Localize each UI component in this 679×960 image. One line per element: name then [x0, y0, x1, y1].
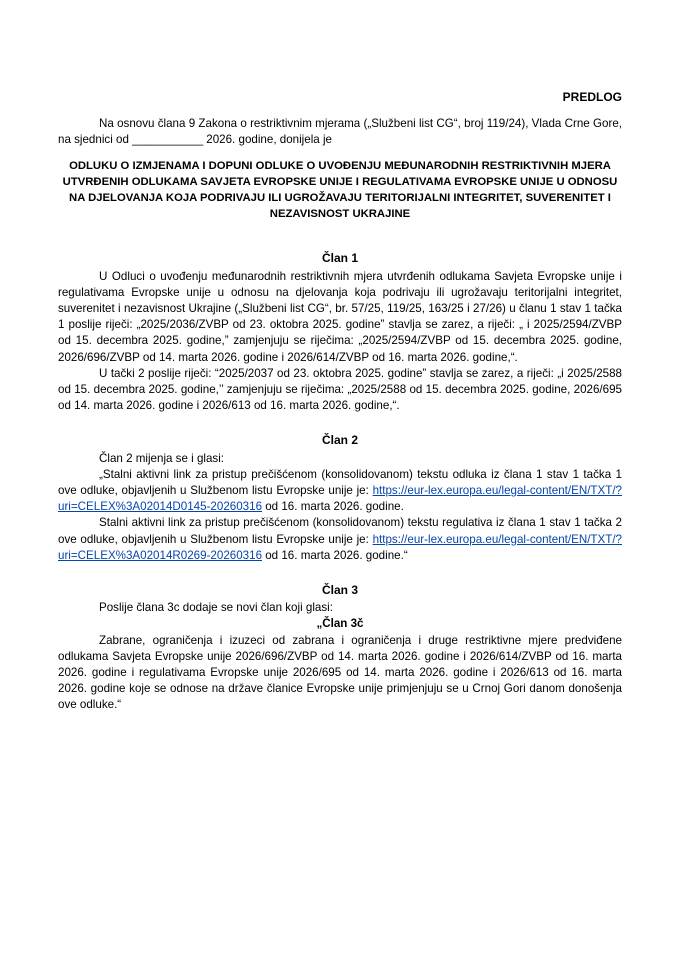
clan-3-paragraph: Zabrane, ograničenja i izuzeci od zabrana i ograničenja i druge restriktivne mjere predviđene odlukama Savjeta Evropske unije 2026/696/ZVBP od 14. marta 2026. godine i 2026/614/ZVBP od 16. marta 2026. godine i regulativama Evropske unije 2026/695 od 14. marta 2026. godine i 2026/613 od 16. marta 2026. godine koje se odnose na države članice Evropske unije primjenjuju se u Crnoj Gori danom donošenja ove odluke.“: [58, 633, 622, 712]
clan-3c-heading: „Član 3č: [316, 617, 364, 631]
clan-2-p1-tail: od 16. marta 2026. godine.: [262, 500, 404, 514]
clan-2-paragraph-2: [58, 515, 622, 564]
clan-1-paragraph-2: U tački 2 poslije riječi: “2025/2037 od 23. oktobra 2025. godine” stavlja se zarez, a riječi: „i 2025/2588 od 15. decembra 2025. godine,’’ zamjenjuju se riječima: „2025/2588 od 15. decembra 2025. godine, 2026/695 od 14. marta 2026. godine i 2026/613 od 16. marta 2026. godine,“.: [58, 366, 622, 413]
clan-3-heading: Član 3: [321, 583, 358, 598]
clan-2-intro: Član 2 mijenja se i glasi:: [99, 451, 225, 465]
clan-2-p2-tail: od 16. marta 2026. godine.“: [262, 548, 408, 562]
clan-1-paragraph-1: U Odluci o uvođenju međunarodnih restriktivnih mjera utvrđenih odlukama Savjeta Evropske unije i regulativama Evropske unije u odnosu na djelovanja koja podrivaju ili ugrožavaju teritorijalni integritet, suverenitet i nezavisnost Ukrajine („Službeni list CG“, br. 57/25, 119/25, 163/25 i 27/26) u članu 1 stav 1 tačka 1 poslije riječi: „2025/2036/ZVBP od 23. oktobra 2025. godine” stavlja se zarez, a riječi: „ i 2025/2594/ZVBP od 15. decembra 2025. godine,” zamjenjuju se riječima: „2025/2594/ZVBP od 15. decembra 2025. godine, 2026/696/ZVBP od 14. marta 2026. godine i 2026/614/ZVBP od 16. marta 2026. godine,“.: [58, 269, 622, 364]
eur-lex-regulation-link[interactable]: https://eur-lex.europa.eu/legal-content/EN/TXT/?uri=CELEX%3A02014R0269-20260316: [58, 532, 622, 562]
clan-1-heading: Član 1: [321, 251, 358, 266]
eur-lex-decision-link[interactable]: https://eur-lex.europa.eu/legal-content/EN/TXT/?uri=CELEX%3A02014D0145-20260316: [58, 484, 622, 514]
document-body: [58, 116, 622, 714]
clan-2-heading: Član 2: [321, 433, 358, 448]
clan-3-intro: Poslije člana 3c dodaje se novi član koji glasi:: [99, 601, 333, 615]
preamble: Na osnovu člana 9 Zakona o restriktivnim mjerama („Službeni list CG“, broj 119/24), Vlada Crne Gore, na sjednici od ___________ 2026. godine, donijela je: [58, 117, 622, 147]
clan-2-paragraph-1: [58, 467, 622, 516]
predlog-label: PREDLOG: [562, 90, 622, 104]
clan-2-p1-text: „Stalni aktivni link za pristup prečišćenom (konsolidovanom) tekstu odluka iz člana 1 stav 1 tačka 1 ove odluke, objavljenih u Službenom listu Evropske unije je:: [58, 467, 622, 498]
document-title: ODLUKU O IZMJENAMA I DOPUNI ODLUKE O UVOĐENJU MEĐUNARODNIH RESTRIKTIVNIH MJERA UTVRĐENIH ODLUKAMA SAVJETA EVROPSKE UNIJE I REGULATIVAMA EVROPSKE UNIJE U ODNOSU NA DJELOVANJA KOJA PODRIVAJU ILI UGROŽAVAJU TERITORIJALNI INTEGRITET, SUVERENITET I NEZAVISNOST UKRAJINE: [62, 160, 618, 221]
clan-2-p2-text: Stalni aktivni link za pristup prečišćenom (konsolidovanom) tekstu regulativa iz člana 1 stav 1 tačka 2 ove odluke, objavljenih u Službenom listu Evropske unije je:: [58, 516, 622, 546]
